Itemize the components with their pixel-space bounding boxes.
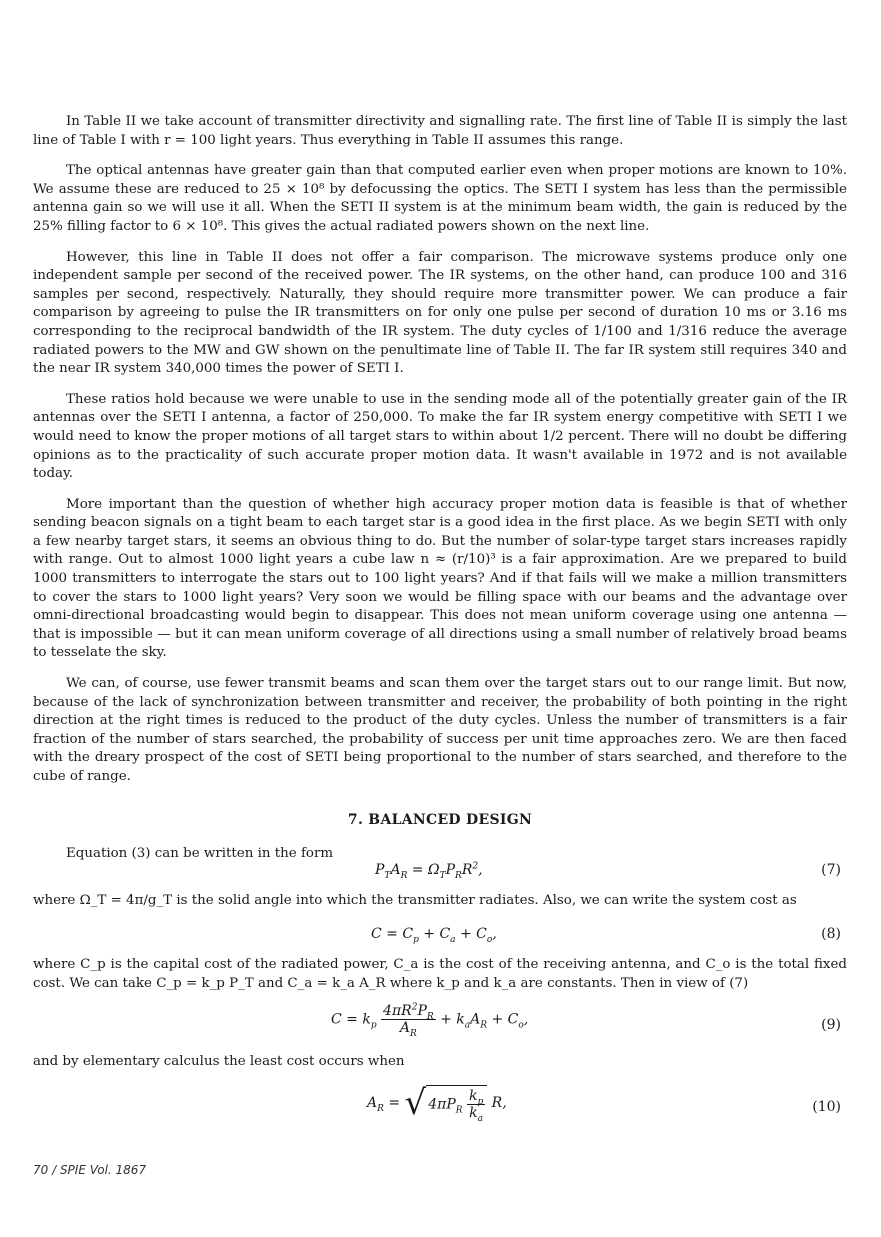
eq7-intro: Equation (3) can be written in the form — [66, 846, 334, 861]
section-heading: 7. BALANCED DESIGN — [347, 812, 533, 828]
eq7-formula: $P_TA_R = \Omega_TP_RR^2$, — [375, 861, 483, 881]
eq9-fraction: $\frac{4\pi R^2P_R}{A_R}$ — [383, 1002, 434, 1039]
eq8-intro: where Ω_T = 4π/g_T is the solid angle into which the transmitter radiates. Also, we can write the system cost as — [33, 893, 797, 908]
eq9-formula: $C = k_p$ $\frac{4\pi R^2P_R}{A_R}$ + $k_aA_R + C_o$, — [331, 1002, 529, 1039]
equation-7 — [33, 862, 847, 884]
paragraph-4: These ratios hold because we were unable to use in the sending mode all of the potentially greater gain of the IR antennas over the SETI I antenna, a factor of 250,000. To make the far IR system energy competitive with SETI I we would need to know the proper motions of all target stars to within about 1/2 percent. There will no doubt be differing opinions as to the practicality of such accurate proper motion data. It wasn't available in 1972 and is not available today. — [33, 391, 847, 482]
body-text — [33, 113, 847, 799]
paragraph-3: However, this line in Table II does not offer a fair comparison. The microwave systems produce only one independent sample per second of the received power. The IR systems, on the other hand, can produce 100 and 316 samples per second, respectively. Naturally, they should require more transmitter power. We can produce a fair comparison by agreeing to pulse the IR transmitters on for only one pulse per second of duration 10 ms or 3.16 ms corresponding to the reciprocal bandwidth of the IR system. The duty cycles of 1/100 and 1/316 reduce the average radiated powers to the MW and GW shown on the penultimate line of Table II. The far IR system still requires 340 and the near IR system 340,000 times the power of SETI I. — [33, 249, 847, 377]
eq10-number: (10) — [812, 1099, 841, 1115]
eq10-sqrt: √ $4\pi P_R$ $\frac{k_p}{k_a}$ — [405, 1085, 488, 1121]
equation-8 — [33, 926, 847, 948]
equation-10 — [33, 1085, 847, 1131]
eq9-intro: where C_p is the capital cost of the radiated power, C_a is the cost of the receiving antenna, and C_o is the total fixed cost. We can take C_p = k_p P_T and C_a = k_a A_R where k_p and k_a are constants. Then in view of (7) — [33, 957, 847, 991]
paragraph-2: The optical antennas have greater gain than that computed earlier even when proper motions are known to 10%. We assume these are reduced to 25 × 10⁸ by defocussing the optics. The SETI I system has less than the permissible antenna gain so we will use it all. When the SETI II system is at the minimum beam width, the gain is reduced by the 25% filling factor to 6 × 10⁸. This gives the actual radiated powers shown on the next line. — [33, 163, 847, 234]
page-footer: 70 / SPIE Vol. 1867 — [33, 1163, 147, 1177]
paragraph-5: More important than the question of whether high accuracy proper motion data is feasible is that of whether sending beacon signals on a tight beam to each target star is a good idea in the first place. As we begin SETI with only a few nearby target stars, it seems an obvious thing to do. But the number of solar-type target stars increases rapidly with range. Out to almost 1000 light years a cube law n ≈ (r/10)³ is a fair approximation. Are we prepared to build 1000 transmitters to interrogate the stars out to 100 light years? And if that fails will we make a million transmitters to cover the stars to 1000 light years? Very soon we would be filling space with our beams and the advantage over omni-directional broadcasting would begin to disappear. This does not mean uniform coverage using one antenna — that is impossible — but it can mean uniform coverage of all directions using a small number of relatively broad beams to tesselate the sky. — [33, 496, 847, 661]
eq10-intro: and by elementary calculus the least cost occurs when — [33, 1054, 405, 1069]
eq10-formula: $A_R$ = √ $4\pi P_R$ $\frac{k_p}{k_a}$ R, — [367, 1083, 507, 1124]
eq9-number: (9) — [821, 1017, 841, 1033]
paragraph-6: We can, of course, use fewer transmit beams and scan them over the target stars out to our range limit. But now, because of the lack of synchronization between transmitter and receiver, the probability of both pointing in the right direction at the right times is reduced to the product of the duty cycles. Unless the number of transmitters is a fair fraction of the number of stars searched, the probability of success per unit time approaches zero. We are then faced with the dreary prospect of the cost of SETI being proportional to the number of stars searched, and therefore to the cube of range. — [33, 676, 847, 784]
eq8-formula: $C = C_p + C_a + C_o$, — [371, 926, 497, 945]
paragraph-1: In Table II we take account of transmitter directivity and signalling rate. The first line of Table II is simply the last line of Table I with r = 100 light years. Thus everything in Table II assumes this range. — [33, 114, 847, 148]
eq7-number: (7) — [821, 862, 841, 878]
equation-9 — [33, 1003, 847, 1049]
eq8-number: (8) — [821, 926, 841, 942]
